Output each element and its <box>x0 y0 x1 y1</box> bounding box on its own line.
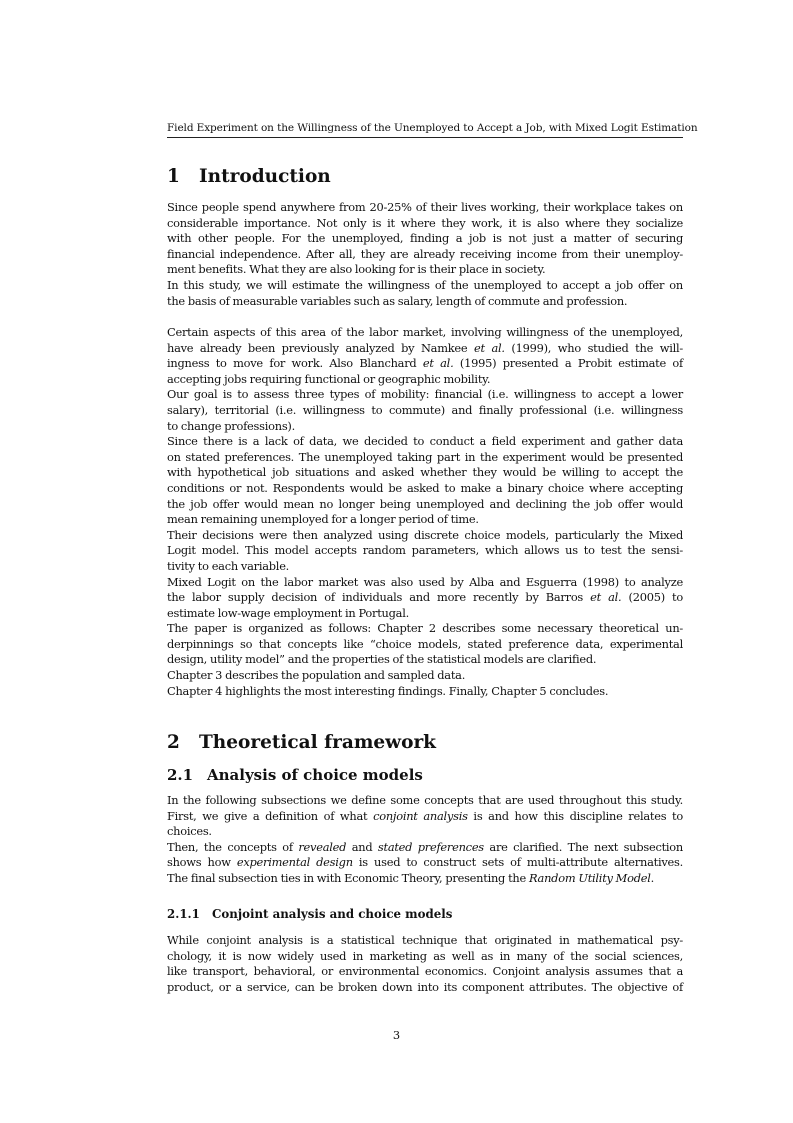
text-line: like transport, behavioral, or environmental economics. Conjoint analysis assumes that a <box>167 964 683 979</box>
text-line: ment benefits. What they are also looking for is their place in society. <box>167 262 546 277</box>
paragraph-block-choice-models <box>167 793 683 887</box>
subsection-title: Analysis of choice models <box>207 766 423 784</box>
text-line: mean remaining unemployed for a longer period of time. <box>167 512 479 527</box>
section-heading-introduction <box>167 165 331 189</box>
text-line: design, utility model” and the properties of the statistical models are clarified. <box>167 652 597 667</box>
text-line: the labor supply decision of individuals and more recently by Barros et al. (2005) to <box>167 590 683 605</box>
subsection-heading <box>167 765 423 785</box>
text-line: ingness to move for work. Also Blanchard et al. (1995) presented a Probit estimate of <box>167 356 683 371</box>
subsubsection-title: Conjoint analysis and choice models <box>212 907 453 921</box>
text-line: financial independence. After all, they are already receiving income from their unemploy- <box>167 246 683 261</box>
text-line: Mixed Logit on the labor market was also used by Alba and Esguerra (1998) to analyze <box>167 574 683 589</box>
subsubsection-heading <box>167 906 452 922</box>
paragraph-block-conjoint <box>167 933 683 995</box>
text-line: with hypothetical job situations and asked whether they would be willing to accept the <box>167 465 683 480</box>
text-line: with other people. For the unemployed, finding a job is not just a matter of securing <box>167 231 683 246</box>
page-number: 3 <box>392 1028 401 1042</box>
text-line: Logit model. This model accepts random parameters, which allows us to test the sensi- <box>167 543 683 558</box>
text-line: Since people spend anywhere from 20-25% of their lives working, their workplace takes on <box>167 200 683 214</box>
text-line: derpinnings so that concepts like “choice models, stated preference data, experimental <box>167 636 683 651</box>
text-line: have already been previously analyzed by Namkee et al. (1999), who studied the will- <box>167 340 683 355</box>
text-line: on stated preferences. The unemployed taking part in the experiment would be presented <box>167 449 683 464</box>
text-line: chology, it is now widely used in marketing as well as in many of the social sciences, <box>167 948 683 963</box>
text-line: The paper is organized as follows: Chapter 2 describes some necessary theoretical un- <box>167 621 683 636</box>
text-line: Certain aspects of this area of the labor market, involving willingness of the unemployed, <box>167 325 683 339</box>
text-line: First, we give a definition of what conjoint analysis is and how this discipline relates to <box>167 808 683 823</box>
text-line: the basis of measurable variables such as salary, length of commute and profession. <box>167 293 628 308</box>
text-line: conditions or not. Respondents would be asked to make a binary choice where accepting <box>167 480 683 495</box>
text-line: While conjoint analysis is a statistical technique that originated in mathematical psy- <box>167 933 683 947</box>
section-number: 2 <box>167 732 180 753</box>
running-head: Field Experiment on the Willingness of the Unemployed to Accept a Job, with Mixed Logit Estimation <box>167 121 683 138</box>
section-heading-theoretical-framework <box>167 731 436 755</box>
text-line: tivity to each variable. <box>167 558 290 573</box>
subsection-number: 2.1 <box>167 766 194 784</box>
text-line: In this study, we will estimate the willingness of the unemployed to accept a job offer on <box>167 277 683 292</box>
subsubsection-number: 2.1.1 <box>167 907 200 921</box>
text-line: Since there is a lack of data, we decided to conduct a field experiment and gather data <box>167 434 683 449</box>
section-number: 1 <box>167 166 180 187</box>
text-line: choices. <box>167 824 212 839</box>
text-line: considerable importance. Not only is it where they work, it is also where they socialize <box>167 215 683 230</box>
text-line: the job offer would mean no longer being unemployed and declining the job offer would <box>167 496 683 511</box>
text-line: In the following subsections we define some concepts that are used throughout this study. <box>167 793 683 807</box>
text-line: to change professions). <box>167 418 295 433</box>
text-line: salary), territorial (i.e. willingness to commute) and finally professional (i.e. willingness <box>167 402 683 417</box>
text-line: product, or a service, can be broken down into its component attributes. The objective of <box>167 979 683 994</box>
paragraph-block-intro <box>167 200 683 309</box>
paragraph-block-background <box>167 325 683 699</box>
text-line: Our goal is to assess three types of mobility: financial (i.e. willingness to accept a lower <box>167 387 683 402</box>
text-line: Their decisions were then analyzed using discrete choice models, particularly the Mixed <box>167 527 683 542</box>
text-line: Chapter 4 highlights the most interesting findings. Finally, Chapter 5 concludes. <box>167 683 609 698</box>
section-title: Theoretical framework <box>199 732 437 753</box>
section-title: Introduction <box>199 166 331 187</box>
text-line: shows how experimental design is used to construct sets of multi-attribute alternatives. <box>167 855 683 870</box>
text-line: accepting jobs requiring functional or geographic mobility. <box>167 371 491 386</box>
text-line: The final subsection ties in with Economic Theory, presenting the Random Utility Model. <box>167 870 655 885</box>
text-line: Then, the concepts of revealed and stated preferences are clarified. The next subsection <box>167 839 683 854</box>
text-line: Chapter 3 describes the population and sampled data. <box>167 668 466 683</box>
text-line: estimate low-wage employment in Portugal. <box>167 605 409 620</box>
